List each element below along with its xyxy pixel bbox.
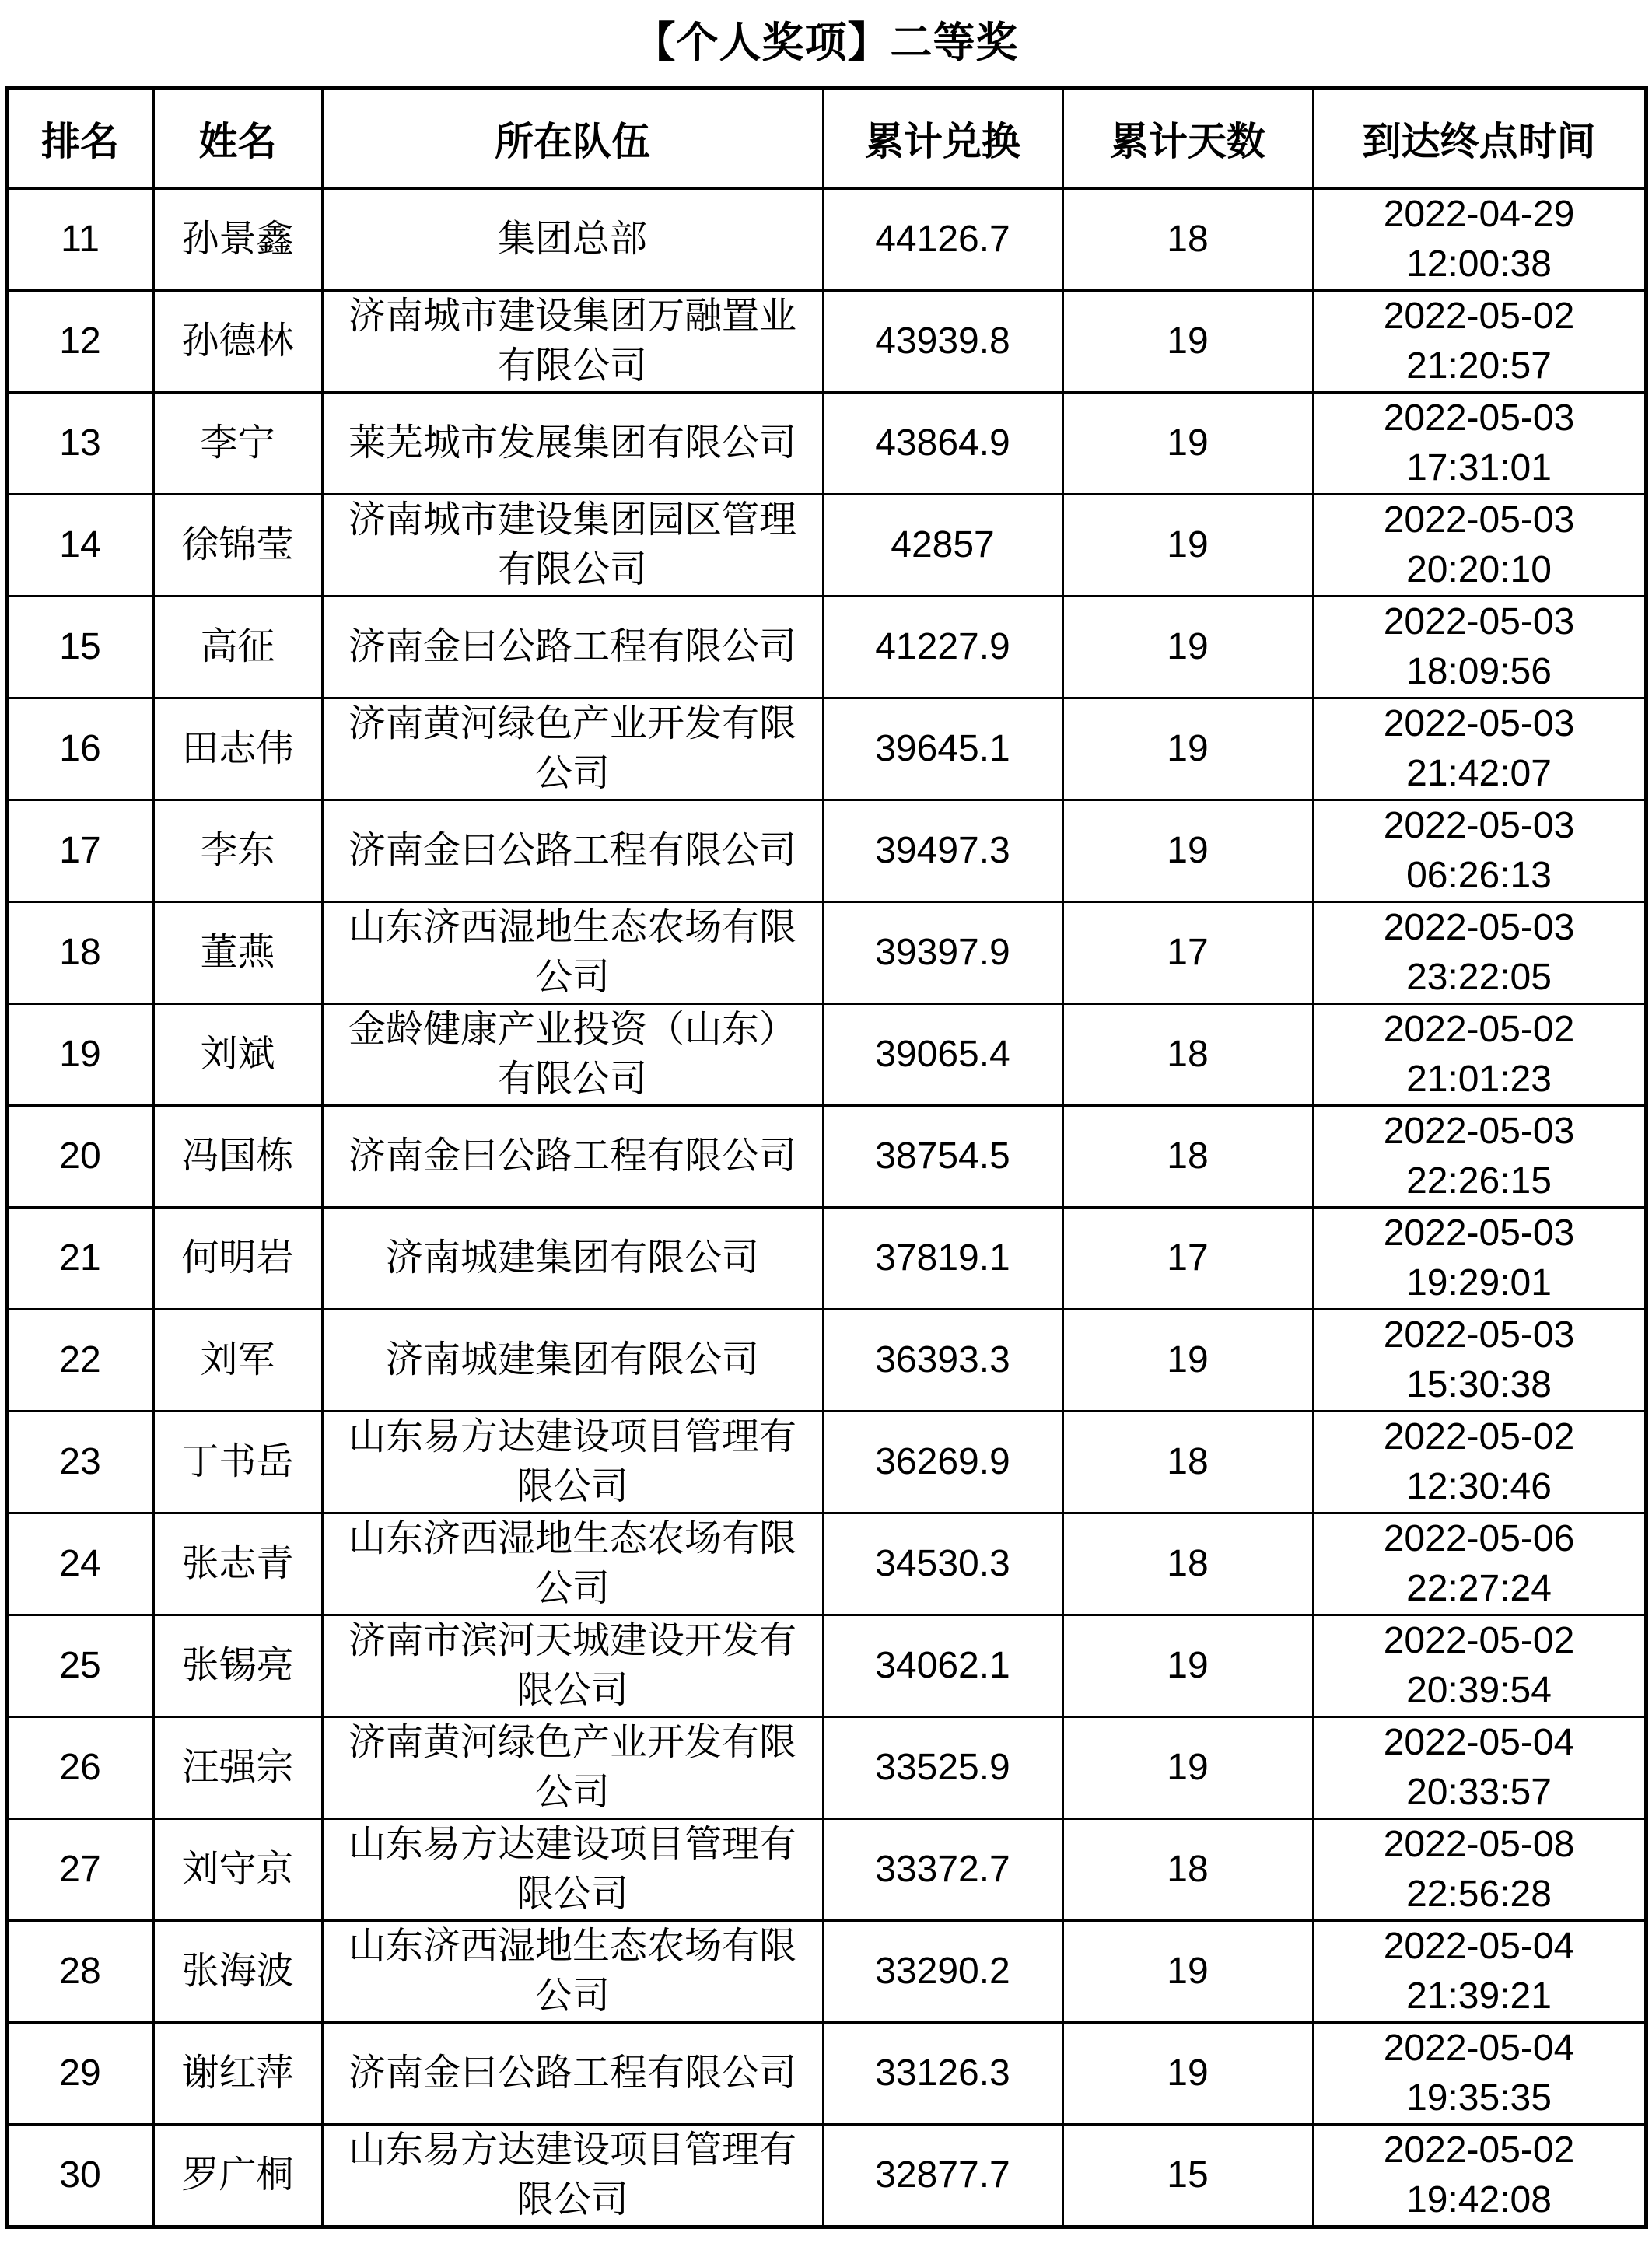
finish-time-text: 22:56:28 [1406,1874,1552,1915]
header-name: 姓名 [153,89,322,189]
cell-rank: 17 [6,800,153,902]
cell-rank: 29 [6,2023,153,2125]
cell-exchange: 32877.7 [823,2125,1062,2227]
cell-finish-time [1313,188,1646,291]
page-title: 【个人奖项】二等奖 [633,19,1019,66]
cell-finish-time [1313,698,1646,800]
cell-days: 19 [1062,495,1313,597]
table-row [6,188,1646,291]
cell-rank: 18 [6,902,153,1004]
cell-name: 丁书岳 [153,1412,322,1513]
cell-exchange: 41227.9 [823,597,1062,698]
cell-finish-time [1313,800,1646,902]
cell-rank: 19 [6,1004,153,1106]
table-row [6,291,1646,393]
cell-exchange: 39645.1 [823,698,1062,800]
cell-rank: 24 [6,1513,153,1615]
table-row [6,1717,1646,1819]
cell-rank: 14 [6,495,153,597]
cell-name: 李宁 [153,393,322,495]
table-row [6,698,1646,800]
finish-date-text: 2022-05-04 [1383,1926,1575,1967]
cell-finish-time [1313,902,1646,1004]
cell-days: 18 [1062,1412,1313,1513]
cell-finish-time [1313,1921,1646,2023]
cell-exchange: 33372.7 [823,1819,1062,1921]
table-row [6,1513,1646,1615]
cell-team: 山东济西湿地生态农场有限公司 [322,1513,823,1615]
table-row [6,1208,1646,1310]
header-exchange: 累计兑换 [823,89,1062,189]
cell-name: 汪强宗 [153,1717,322,1819]
cell-exchange: 43939.8 [823,291,1062,393]
cell-team: 济南城建集团有限公司 [322,1208,823,1310]
cell-days: 19 [1062,698,1313,800]
cell-rank: 23 [6,1412,153,1513]
finish-date-text: 2022-05-04 [1383,1722,1575,1763]
table-row [6,902,1646,1004]
cell-days: 19 [1062,1717,1313,1819]
cell-finish-time [1313,1004,1646,1106]
cell-team: 山东易方达建设项目管理有限公司 [322,1412,823,1513]
table-row [6,2023,1646,2125]
cell-days: 17 [1062,1208,1313,1310]
header-rank: 排名 [6,89,153,189]
cell-finish-time [1313,1513,1646,1615]
finish-time-text: 21:20:57 [1406,345,1552,387]
cell-rank: 11 [6,188,153,291]
cell-exchange: 34530.3 [823,1513,1062,1615]
finish-date-text: 2022-05-03 [1383,703,1575,744]
cell-days: 19 [1062,1615,1313,1717]
finish-date-text: 2022-05-02 [1383,1009,1575,1050]
cell-team: 济南城市建设集团万融置业有限公司 [322,291,823,393]
cell-exchange: 33290.2 [823,1921,1062,2023]
cell-days: 19 [1062,291,1313,393]
cell-name: 李东 [153,800,322,902]
cell-finish-time [1313,1412,1646,1513]
cell-days: 19 [1062,597,1313,698]
cell-rank: 25 [6,1615,153,1717]
table-row [6,597,1646,698]
finish-date-text: 2022-05-04 [1383,2028,1575,2069]
cell-team: 莱芜城市发展集团有限公司 [322,393,823,495]
cell-finish-time [1313,597,1646,698]
cell-exchange: 38754.5 [823,1106,1062,1208]
finish-time-text: 20:33:57 [1406,1772,1552,1813]
finish-date-text: 2022-05-03 [1383,805,1575,846]
cell-days: 15 [1062,2125,1313,2227]
finish-date-text: 2022-05-08 [1383,1824,1575,1865]
finish-date-text: 2022-05-03 [1383,397,1575,439]
cell-rank: 12 [6,291,153,393]
cell-name: 刘军 [153,1310,322,1412]
cell-days: 18 [1062,188,1313,291]
cell-team: 济南黄河绿色产业开发有限公司 [322,1717,823,1819]
table-row [6,1106,1646,1208]
cell-name: 刘守京 [153,1819,322,1921]
cell-name: 张锡亮 [153,1615,322,1717]
cell-days: 19 [1062,1310,1313,1412]
cell-team: 金龄健康产业投资（山东）有限公司 [322,1004,823,1106]
finish-time-text: 21:01:23 [1406,1059,1552,1100]
cell-exchange: 39497.3 [823,800,1062,902]
table-row [6,495,1646,597]
cell-rank: 27 [6,1819,153,1921]
cell-days: 18 [1062,1513,1313,1615]
finish-date-text: 2022-05-03 [1383,601,1575,642]
cell-finish-time [1313,393,1646,495]
cell-rank: 15 [6,597,153,698]
cell-exchange: 39065.4 [823,1004,1062,1106]
finish-date-text: 2022-05-03 [1383,499,1575,541]
awards-table [5,86,1648,2229]
cell-name: 张志青 [153,1513,322,1615]
finish-time-text: 22:26:15 [1406,1160,1552,1202]
cell-days: 18 [1062,1004,1313,1106]
cell-finish-time [1313,2023,1646,2125]
cell-name: 冯国栋 [153,1106,322,1208]
cell-exchange: 39397.9 [823,902,1062,1004]
cell-exchange: 44126.7 [823,188,1062,291]
cell-finish-time [1313,1615,1646,1717]
cell-rank: 21 [6,1208,153,1310]
cell-finish-time [1313,1208,1646,1310]
cell-finish-time [1313,1717,1646,1819]
cell-rank: 30 [6,2125,153,2227]
header-days: 累计天数 [1062,89,1313,189]
cell-days: 19 [1062,800,1313,902]
cell-exchange: 36393.3 [823,1310,1062,1412]
finish-time-text: 15:30:38 [1406,1364,1552,1405]
cell-days: 18 [1062,1106,1313,1208]
finish-time-text: 21:39:21 [1406,1975,1552,2017]
table-row [6,2125,1646,2227]
cell-team: 山东易方达建设项目管理有限公司 [322,2125,823,2227]
table-row [6,800,1646,902]
cell-name: 罗广桐 [153,2125,322,2227]
finish-date-text: 2022-04-29 [1383,194,1575,235]
cell-name: 刘斌 [153,1004,322,1106]
finish-time-text: 23:22:05 [1406,957,1552,998]
header-row [6,89,1646,189]
table-row [6,1004,1646,1106]
cell-team: 济南城建集团有限公司 [322,1310,823,1412]
header-finish-time: 到达终点时间 [1313,89,1646,189]
cell-finish-time [1313,291,1646,393]
cell-exchange: 34062.1 [823,1615,1062,1717]
cell-team: 山东济西湿地生态农场有限公司 [322,902,823,1004]
finish-time-text: 19:29:01 [1406,1262,1552,1303]
cell-team: 济南城市建设集团园区管理有限公司 [322,495,823,597]
finish-time-text: 06:26:13 [1406,855,1552,896]
cell-rank: 26 [6,1717,153,1819]
finish-date-text: 2022-05-03 [1383,1111,1575,1152]
cell-exchange: 33126.3 [823,2023,1062,2125]
finish-time-text: 12:30:46 [1406,1466,1552,1507]
cell-exchange: 42857 [823,495,1062,597]
cell-finish-time [1313,1106,1646,1208]
cell-team: 济南黄河绿色产业开发有限公司 [322,698,823,800]
cell-days: 19 [1062,1921,1313,2023]
finish-time-text: 17:31:01 [1406,447,1552,488]
cell-days: 18 [1062,1819,1313,1921]
cell-team: 济南金曰公路工程有限公司 [322,800,823,902]
cell-name: 董燕 [153,902,322,1004]
header-team: 所在队伍 [322,89,823,189]
finish-date-text: 2022-05-03 [1383,1314,1575,1356]
finish-time-text: 19:42:08 [1406,2179,1552,2220]
finish-time-text: 19:35:35 [1406,2077,1552,2119]
finish-date-text: 2022-05-03 [1383,1212,1575,1254]
cell-days: 19 [1062,2023,1313,2125]
cell-name: 张海波 [153,1921,322,2023]
finish-time-text: 21:42:07 [1406,753,1552,794]
cell-rank: 16 [6,698,153,800]
cell-days: 19 [1062,393,1313,495]
cell-team: 济南金曰公路工程有限公司 [322,2023,823,2125]
cell-exchange: 36269.9 [823,1412,1062,1513]
cell-exchange: 43864.9 [823,393,1062,495]
finish-time-text: 20:39:54 [1406,1670,1552,1711]
cell-team: 山东易方达建设项目管理有限公司 [322,1819,823,1921]
cell-team: 济南金曰公路工程有限公司 [322,597,823,698]
cell-rank: 20 [6,1106,153,1208]
cell-name: 田志伟 [153,698,322,800]
cell-finish-time [1313,1310,1646,1412]
finish-time-text: 18:09:56 [1406,651,1552,692]
cell-exchange: 33525.9 [823,1717,1062,1819]
cell-team: 济南金曰公路工程有限公司 [322,1106,823,1208]
cell-rank: 28 [6,1921,153,2023]
table-body [6,188,1646,2227]
cell-finish-time [1313,495,1646,597]
finish-time-text: 12:00:38 [1406,243,1552,285]
table-row [6,393,1646,495]
table-row [6,1819,1646,1921]
cell-finish-time [1313,1819,1646,1921]
finish-date-text: 2022-05-03 [1383,907,1575,948]
cell-rank: 22 [6,1310,153,1412]
finish-date-text: 2022-05-02 [1383,1620,1575,1661]
table-row [6,1615,1646,1717]
cell-name: 何明岩 [153,1208,322,1310]
cell-name: 徐锦莹 [153,495,322,597]
finish-date-text: 2022-05-02 [1383,296,1575,337]
cell-name: 孙德林 [153,291,322,393]
table-row [6,1921,1646,2023]
finish-time-text: 22:27:24 [1406,1568,1552,1609]
cell-name: 谢红萍 [153,2023,322,2125]
cell-finish-time [1313,2125,1646,2227]
finish-time-text: 20:20:10 [1406,549,1552,590]
cell-team: 集团总部 [322,188,823,291]
cell-name: 孙景鑫 [153,188,322,291]
cell-days: 17 [1062,902,1313,1004]
cell-rank: 13 [6,393,153,495]
cell-team: 山东济西湿地生态农场有限公司 [322,1921,823,2023]
table-row [6,1310,1646,1412]
cell-exchange: 37819.1 [823,1208,1062,1310]
cell-team: 济南市滨河天城建设开发有限公司 [322,1615,823,1717]
cell-name: 高征 [153,597,322,698]
finish-date-text: 2022-05-02 [1383,1416,1575,1457]
table-row [6,1412,1646,1513]
finish-date-text: 2022-05-02 [1383,2129,1575,2171]
finish-date-text: 2022-05-06 [1383,1518,1575,1559]
